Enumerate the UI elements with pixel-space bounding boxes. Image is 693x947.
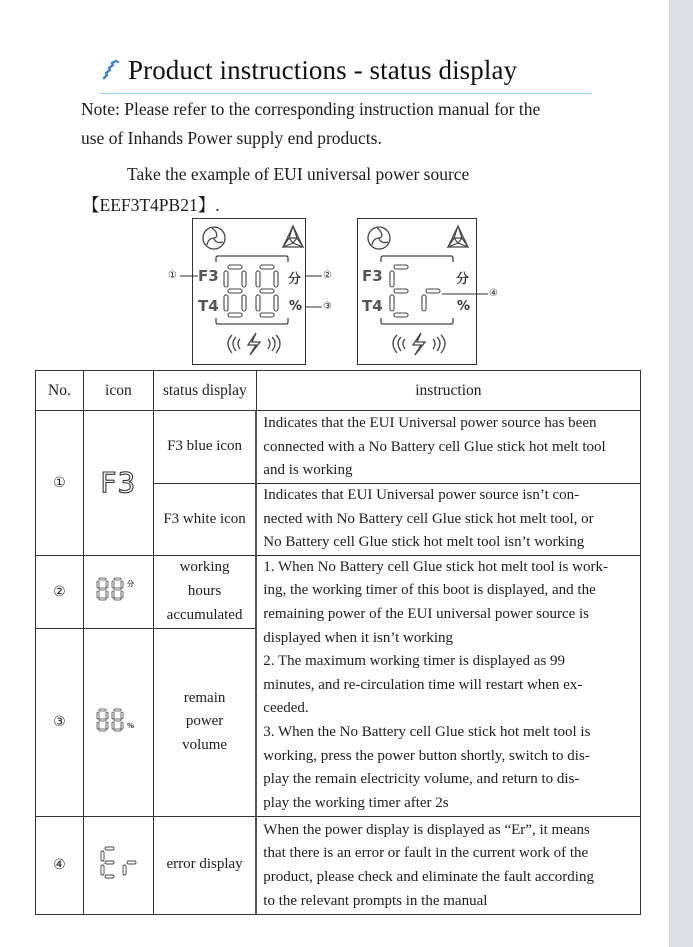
status-cell: error display bbox=[153, 816, 256, 914]
t4-label: T4 bbox=[362, 297, 383, 315]
callout-3: ③ bbox=[323, 301, 332, 312]
title-bar bbox=[100, 53, 592, 94]
row-number: ④ bbox=[36, 816, 84, 914]
tri-blade-icon bbox=[448, 226, 468, 247]
f3-label: F3 bbox=[198, 267, 219, 285]
instruction-line: ceeded. bbox=[263, 700, 309, 717]
percent-label: % bbox=[289, 299, 303, 314]
table-row bbox=[36, 555, 641, 628]
instruction-line: minutes, and re-circulation time will restart when ex- bbox=[263, 676, 583, 693]
instruction-line: play the remain electricity volume, and return to dis- bbox=[263, 771, 580, 788]
instruction-line: product, please check and eliminate the fault according bbox=[263, 868, 594, 885]
instruction-line: Indicates that EUI Universal power source isn’t con- bbox=[263, 487, 580, 503]
wireless-bolt-icon bbox=[393, 333, 445, 355]
error-er-icon bbox=[95, 845, 141, 881]
instruction-cell bbox=[256, 555, 640, 816]
wireless-bolt-icon bbox=[228, 333, 280, 355]
lcd-diagram-full bbox=[160, 215, 350, 370]
seven-seg-digits bbox=[224, 265, 278, 317]
header-instruction: instruction bbox=[256, 371, 640, 411]
f3-outline-icon: F3 bbox=[100, 466, 137, 500]
instruction-line: remaining power of the EUI universal power source is bbox=[263, 605, 590, 622]
status-cell: working hours accumulated bbox=[153, 555, 256, 628]
instruction-line: displayed when it isn’t working bbox=[263, 629, 453, 646]
instruction-line: No Battery cell Glue stick hot melt tool isn’t working bbox=[263, 534, 585, 551]
error-er-digits bbox=[390, 265, 440, 317]
lcd-graphics bbox=[160, 215, 350, 370]
callout-4: ④ bbox=[489, 288, 498, 299]
lcd-graphics bbox=[350, 215, 510, 370]
instruction-line: 1. When No Battery cell Glue stick hot melt tool is work- bbox=[263, 558, 608, 575]
instruction-line: working, press the power button shortly, switch to dis- bbox=[263, 747, 590, 764]
row-number: ③ bbox=[36, 628, 84, 816]
fan-icon bbox=[368, 227, 390, 249]
status-cell: F3 white icon bbox=[153, 484, 256, 556]
example-line-1: Take the example of EUI universal power source bbox=[127, 164, 470, 184]
f3-icon-cell bbox=[83, 411, 153, 556]
svg-text:分: 分 bbox=[127, 580, 135, 589]
instruction-line: ing, the working timer of this boot is displayed, and the bbox=[263, 582, 596, 599]
table-row bbox=[36, 816, 641, 914]
instruction-cell bbox=[256, 411, 640, 484]
status-table bbox=[35, 370, 641, 915]
svg-text:%: % bbox=[127, 721, 135, 730]
instruction-line: and is working bbox=[263, 462, 353, 479]
header-icon: icon bbox=[83, 371, 153, 411]
note-line-2: use of Inhands Power supply end products. bbox=[81, 128, 382, 148]
f3-label: F3 bbox=[362, 267, 383, 285]
percent-label: % bbox=[457, 299, 471, 314]
instruction-line: that there is an error or fault in the current work of the bbox=[263, 845, 589, 862]
seven-seg-percent-icon bbox=[96, 708, 140, 732]
callout-2: ② bbox=[323, 270, 332, 281]
power-icon-cell bbox=[83, 628, 153, 816]
lcd-diagram-error bbox=[350, 215, 510, 370]
instruction-line: 2. The maximum working timer is displayed as 99 bbox=[263, 653, 566, 670]
fan-icon bbox=[203, 227, 225, 249]
seven-seg-minute-icon bbox=[96, 577, 140, 601]
table-header-row bbox=[36, 371, 641, 411]
instruction-line: nected with No Battery cell Glue stick hot melt tool, or bbox=[263, 510, 594, 527]
tri-blade-icon bbox=[283, 226, 303, 247]
instruction-line: Indicates that the EUI Universal power source has been bbox=[263, 415, 597, 431]
row-number: ① bbox=[36, 411, 84, 556]
instruction-line: When the power display is displayed as “Er”, it means bbox=[263, 821, 590, 838]
instruction-line: play the working timer after 2s bbox=[263, 794, 449, 811]
row-number: ② bbox=[36, 555, 84, 628]
t4-label: T4 bbox=[198, 297, 219, 315]
instruction-line: to the relevant prompts in the manual bbox=[263, 892, 488, 909]
timer-icon-cell bbox=[83, 555, 153, 628]
page-title: Product instructions - status display bbox=[128, 55, 518, 85]
table-row bbox=[36, 411, 641, 484]
blue-squiggle-icon bbox=[102, 59, 122, 81]
side-scroll-strip[interactable] bbox=[669, 0, 693, 947]
status-cell: remain power volume bbox=[153, 628, 256, 816]
header-status: status display bbox=[153, 371, 256, 411]
minute-label: 分 bbox=[456, 272, 470, 287]
example-line-2: 【EEF3T4PB21】. bbox=[82, 195, 220, 215]
instruction-line: connected with a No Battery cell Glue stick hot melt tool bbox=[263, 438, 606, 455]
error-icon-cell bbox=[83, 816, 153, 914]
status-cell: F3 blue icon bbox=[153, 411, 256, 484]
note-line-1: Note: Please refer to the corresponding instruction manual for the bbox=[81, 99, 541, 119]
minute-label: 分 bbox=[288, 272, 302, 287]
callout-1: ① bbox=[168, 270, 177, 281]
instruction-line: 3. When the No Battery cell Glue stick hot melt tool is bbox=[263, 723, 591, 740]
instruction-cell bbox=[256, 484, 640, 556]
header-no: No. bbox=[36, 371, 84, 411]
instruction-cell bbox=[256, 816, 640, 914]
